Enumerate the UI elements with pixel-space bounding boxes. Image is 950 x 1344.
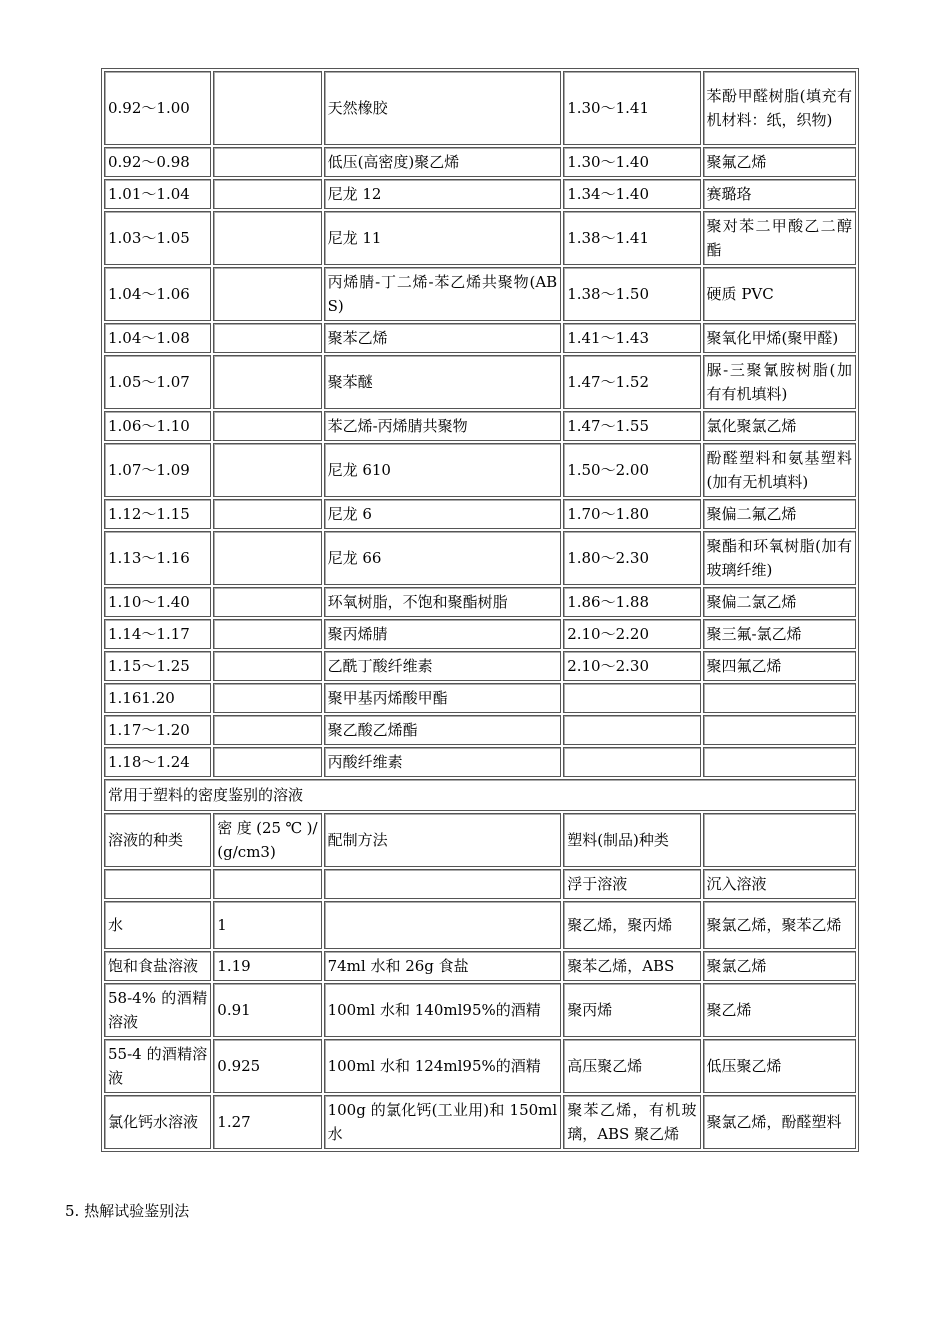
density-range-1: 0.92～1.00	[104, 71, 211, 145]
plastic-name-2: 聚偏二氯乙烯	[703, 587, 856, 617]
plastic-name-2: 氯化聚氯乙烯	[703, 411, 856, 441]
solution-row	[104, 1095, 856, 1149]
density-range-1: 1.05～1.07	[104, 355, 211, 409]
blank-cell	[213, 211, 321, 265]
density-range-1: 1.03～1.05	[104, 211, 211, 265]
blank-cell	[213, 587, 321, 617]
density-row	[104, 355, 856, 409]
density-range-2: 1.80～2.30	[563, 531, 700, 585]
plastic-name-1: 聚苯乙烯	[324, 323, 562, 353]
density-range-2: 1.47～1.52	[563, 355, 700, 409]
section-title: 常用于塑料的密度鉴别的溶液	[104, 779, 856, 811]
density-row	[104, 683, 856, 713]
plastic-name-1: 聚丙烯腈	[324, 619, 562, 649]
blank-cell	[213, 683, 321, 713]
density-range-2: 1.41～1.43	[563, 323, 700, 353]
density-range-2: 1.38～1.41	[563, 211, 700, 265]
subheader-cell	[104, 869, 211, 899]
plastic-name-1: 尼龙 610	[324, 443, 562, 497]
plastic-sinks: 聚氯乙烯，聚苯乙烯	[703, 901, 856, 949]
solution-preparation	[324, 901, 562, 949]
header-empty	[703, 813, 856, 867]
density-table	[101, 68, 859, 1152]
plastic-name-2	[703, 683, 856, 713]
plastic-name-1: 丙烯腈-丁二烯-苯乙烯共聚物(ABS)	[324, 267, 562, 321]
density-range-1: 1.10～1.40	[104, 587, 211, 617]
plastic-sinks: 聚氯乙烯，酚醛塑料	[703, 1095, 856, 1149]
plastic-name-1: 乙酰丁酸纤维素	[324, 651, 562, 681]
density-range-2: 1.34～1.40	[563, 179, 700, 209]
plastic-sinks: 低压聚乙烯	[703, 1039, 856, 1093]
plastic-name-2: 聚对苯二甲酸乙二醇酯	[703, 211, 856, 265]
density-range-1: 0.92～0.98	[104, 147, 211, 177]
density-row	[104, 267, 856, 321]
plastic-name-1: 聚苯醚	[324, 355, 562, 409]
density-range-1: 1.161.20	[104, 683, 211, 713]
density-row	[104, 531, 856, 585]
header-solution-type: 溶液的种类	[104, 813, 211, 867]
density-range-2: 1.38～1.50	[563, 267, 700, 321]
density-range-2: 1.30～1.40	[563, 147, 700, 177]
density-row	[104, 587, 856, 617]
density-row	[104, 323, 856, 353]
plastic-floats: 聚丙烯	[563, 983, 700, 1037]
density-range-1: 1.04～1.06	[104, 267, 211, 321]
plastic-name-2: 聚三氟-氯乙烯	[703, 619, 856, 649]
density-range-1: 1.15～1.25	[104, 651, 211, 681]
plastic-name-1: 尼龙 6	[324, 499, 562, 529]
solution-density: 0.91	[213, 983, 321, 1037]
plastic-name-2: 脲-三聚氰胺树脂(加有有机填料)	[703, 355, 856, 409]
density-range-1: 1.01～1.04	[104, 179, 211, 209]
solution-preparation: 100g 的氯化钙(工业用)和 150ml 水	[324, 1095, 562, 1149]
plastic-name-1: 聚甲基丙烯酸甲酯	[324, 683, 562, 713]
blank-cell	[213, 443, 321, 497]
density-range-2: 1.70～1.80	[563, 499, 700, 529]
density-range-2	[563, 747, 700, 777]
plastic-name-2: 聚氟乙烯	[703, 147, 856, 177]
solution-preparation: 100ml 水和 124ml95%的酒精	[324, 1039, 562, 1093]
solution-type: 饱和食盐溶液	[104, 951, 211, 981]
plastic-floats: 聚乙烯，聚丙烯	[563, 901, 700, 949]
density-range-2: 2.10～2.30	[563, 651, 700, 681]
blank-cell	[213, 71, 321, 145]
plastic-name-2: 聚偏二氟乙烯	[703, 499, 856, 529]
density-row	[104, 715, 856, 745]
density-row	[104, 71, 856, 145]
plastic-name-1: 环氧树脂，不饱和聚酯树脂	[324, 587, 562, 617]
plastic-name-2: 赛璐珞	[703, 179, 856, 209]
density-row	[104, 499, 856, 529]
blank-cell	[213, 531, 321, 585]
density-range-1: 1.04～1.08	[104, 323, 211, 353]
solution-preparation: 74ml 水和 26g 食盐	[324, 951, 562, 981]
plastic-floats: 聚苯乙烯，ABS	[563, 951, 700, 981]
blank-cell	[213, 411, 321, 441]
density-range-1: 1.14～1.17	[104, 619, 211, 649]
blank-cell	[213, 267, 321, 321]
density-range-2: 1.86～1.88	[563, 587, 700, 617]
density-range-2: 2.10～2.20	[563, 619, 700, 649]
density-range-1: 1.17～1.20	[104, 715, 211, 745]
solution-density: 1.19	[213, 951, 321, 981]
solution-type: 氯化钙水溶液	[104, 1095, 211, 1149]
plastic-name-1: 天然橡胶	[324, 71, 562, 145]
solution-density: 0.925	[213, 1039, 321, 1093]
plastic-name-1: 聚乙酸乙烯酯	[324, 715, 562, 745]
density-row	[104, 619, 856, 649]
density-range-2	[563, 715, 700, 745]
blank-cell	[213, 499, 321, 529]
plastic-floats: 聚苯乙烯，有机玻璃，ABS 聚乙烯	[563, 1095, 700, 1149]
solution-density: 1.27	[213, 1095, 321, 1149]
solution-type: 58-4% 的酒精溶液	[104, 983, 211, 1037]
density-range-1: 1.07～1.09	[104, 443, 211, 497]
header-plastic-type: 塑料(制品)种类	[563, 813, 700, 867]
plastic-name-1: 尼龙 11	[324, 211, 562, 265]
plastic-name-1: 尼龙 66	[324, 531, 562, 585]
density-row	[104, 747, 856, 777]
footer-heading: 5. 热解试验鉴别法	[65, 1202, 190, 1220]
solution-type: 55-4 的酒精溶液	[104, 1039, 211, 1093]
plastic-name-1: 苯乙烯-丙烯腈共聚物	[324, 411, 562, 441]
blank-cell	[213, 651, 321, 681]
density-range-1: 1.06～1.10	[104, 411, 211, 441]
solution-row	[104, 951, 856, 981]
density-range-1: 1.12～1.15	[104, 499, 211, 529]
density-row	[104, 651, 856, 681]
solution-density: 1	[213, 901, 321, 949]
plastic-name-1: 尼龙 12	[324, 179, 562, 209]
plastic-name-2: 苯酚甲醛树脂(填充有机材料：纸，织物)	[703, 71, 856, 145]
plastic-name-2: 酚醛塑料和氨基塑料(加有无机填料)	[703, 443, 856, 497]
plastic-name-2: 硬质 PVC	[703, 267, 856, 321]
density-row	[104, 443, 856, 497]
section-title-row	[104, 779, 856, 811]
plastic-name-2	[703, 747, 856, 777]
subheader-float: 浮于溶液	[563, 869, 700, 899]
plastic-sinks: 聚乙烯	[703, 983, 856, 1037]
solution-row	[104, 901, 856, 949]
density-row	[104, 147, 856, 177]
density-range-1: 1.18～1.24	[104, 747, 211, 777]
plastic-name-1: 丙酸纤维素	[324, 747, 562, 777]
header-density: 密度(25℃)/(g/cm3)	[213, 813, 321, 867]
subheader-cell	[213, 869, 321, 899]
blank-cell	[213, 619, 321, 649]
plastic-sinks: 聚氯乙烯	[703, 951, 856, 981]
plastic-name-2: 聚酯和环氧树脂(加有玻璃纤维)	[703, 531, 856, 585]
solution-preparation: 100ml 水和 140ml95%的酒精	[324, 983, 562, 1037]
solution-row	[104, 1039, 856, 1093]
density-row	[104, 211, 856, 265]
blank-cell	[213, 179, 321, 209]
blank-cell	[213, 747, 321, 777]
plastic-name-2: 聚氧化甲烯(聚甲醛)	[703, 323, 856, 353]
plastic-name-2: 聚四氟乙烯	[703, 651, 856, 681]
plastic-name-2	[703, 715, 856, 745]
plastic-floats: 高压聚乙烯	[563, 1039, 700, 1093]
blank-cell	[213, 355, 321, 409]
header-preparation: 配制方法	[324, 813, 562, 867]
density-range-1: 1.13～1.16	[104, 531, 211, 585]
solution-header-row	[104, 813, 856, 867]
solution-row	[104, 983, 856, 1037]
subheader-sink: 沉入溶液	[703, 869, 856, 899]
density-range-2: 1.50～2.00	[563, 443, 700, 497]
density-range-2	[563, 683, 700, 713]
solution-type: 水	[104, 901, 211, 949]
solution-subheader-row	[104, 869, 856, 899]
blank-cell	[213, 147, 321, 177]
subheader-cell	[324, 869, 562, 899]
density-row	[104, 411, 856, 441]
density-range-2: 1.47～1.55	[563, 411, 700, 441]
plastic-name-1: 低压(高密度)聚乙烯	[324, 147, 562, 177]
density-range-2: 1.30～1.41	[563, 71, 700, 145]
density-row	[104, 179, 856, 209]
blank-cell	[213, 715, 321, 745]
blank-cell	[213, 323, 321, 353]
